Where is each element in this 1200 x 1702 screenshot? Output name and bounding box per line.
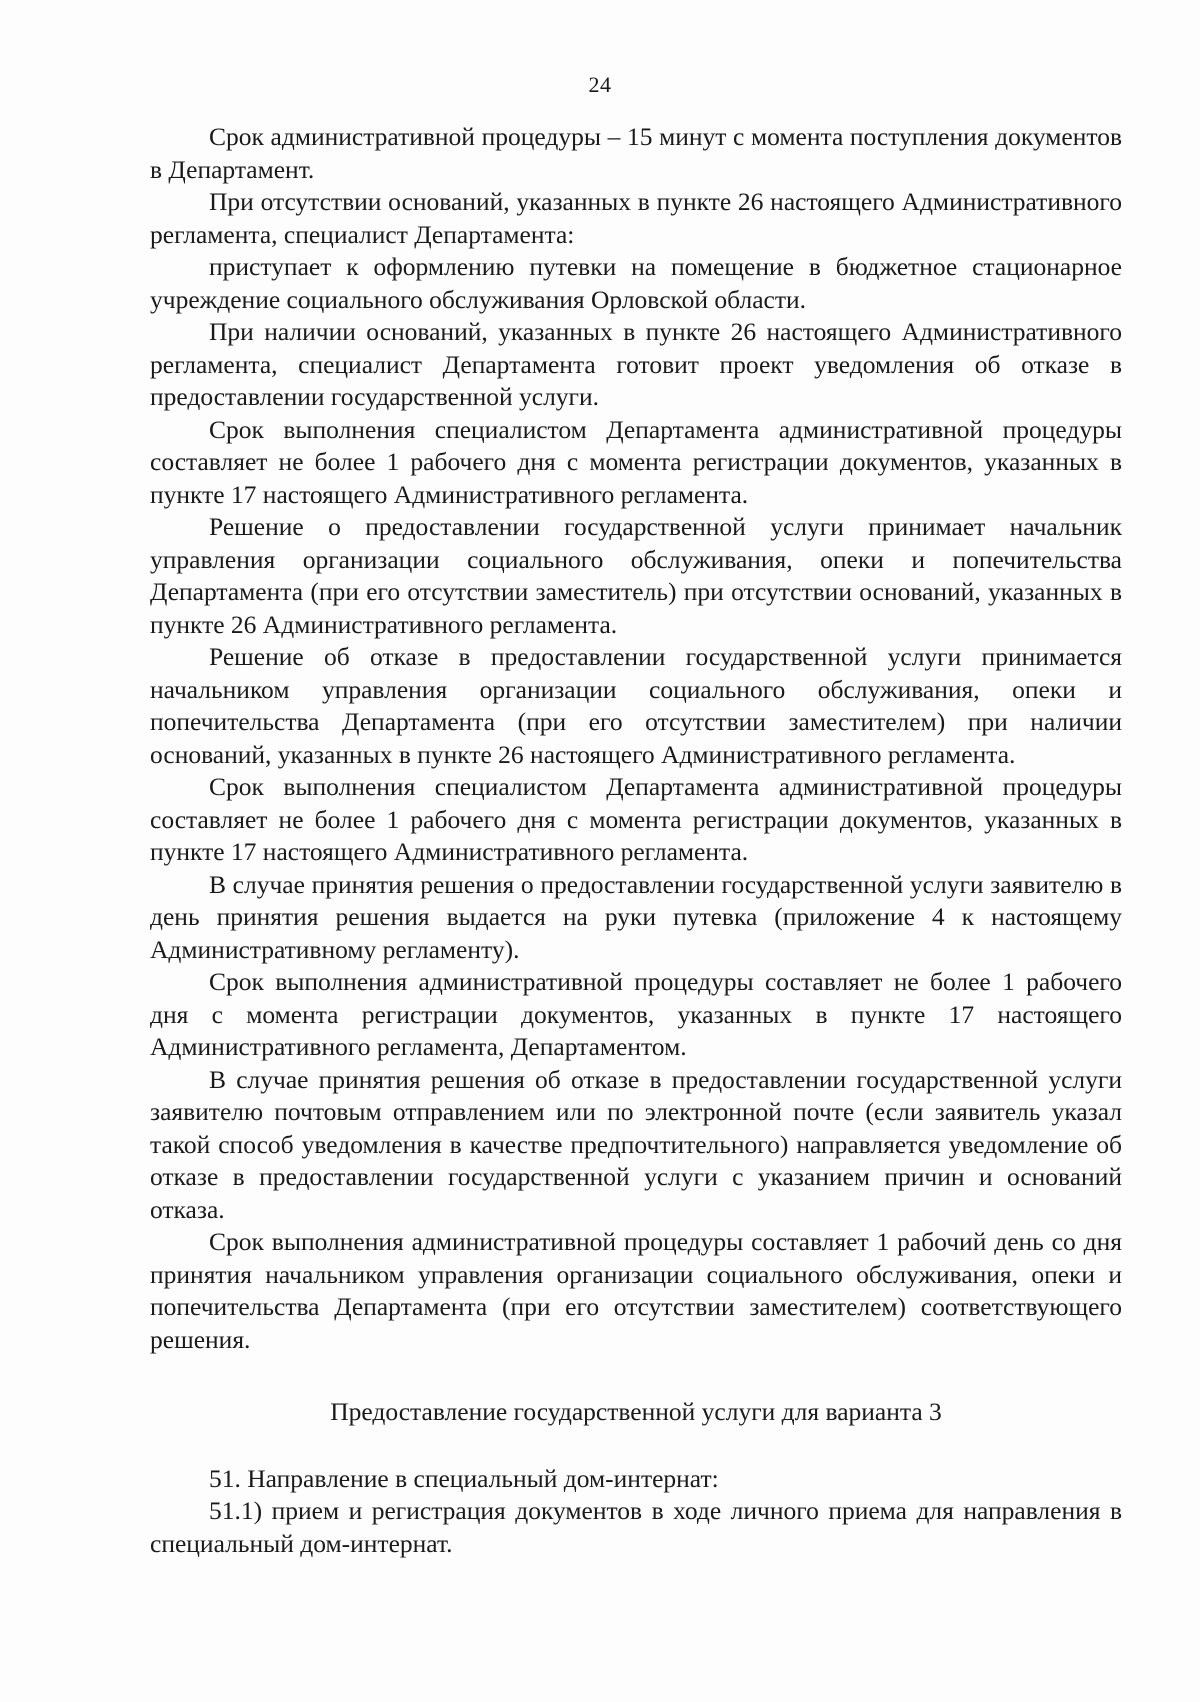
paragraph: приступает к оформлению путевки на помещение в бюджетное стационарное учреждение социального обслуживания Орловской области. bbox=[150, 252, 1122, 314]
paragraph: При наличии оснований, указанных в пункте 26 настоящего Административного регламента, специалист Департамента готовит проект уведомления об отказе в предоставлении государственной услуги. bbox=[150, 317, 1122, 411]
paragraph: Срок административной процедуры – 15 минут с момента поступления документов в Департамент. bbox=[150, 122, 1122, 184]
page-number: 24 bbox=[588, 72, 612, 97]
paragraph: При отсутствии оснований, указанных в пункте 26 настоящего Административного регламента, специалист Департамента: bbox=[150, 187, 1122, 249]
paragraph: 51.1) прием и регистрация документов в ходе личного приема для направления в специальный дом-интернат. bbox=[150, 1496, 1122, 1558]
paragraph: Срок выполнения специалистом Департамента административной процедуры составляет не более 1 рабочего дня с момента регистрации документов, указанных в пункте 17 настоящего Административного регламента. bbox=[150, 772, 1122, 866]
paragraph: 51. Направление в специальный дом-интернат: bbox=[209, 1463, 719, 1493]
paragraph: В случае принятия решения об отказе в предоставлении государственной услуги заявителю почтовым отправлением или по электронной почте (если заявитель указал такой способ уведомления в качестве предпочтительного) направляется уведомление об отказе в предоставлении государственной услуги с указанием причин и оснований отказа. bbox=[150, 1064, 1122, 1224]
paragraph: Срок выполнения специалистом Департамента административной процедуры составляет не более 1 рабочего дня с момента регистрации документов, указанных в пункте 17 настоящего Административного регламента. bbox=[150, 414, 1122, 509]
paragraph: Решение о предоставлении государственной услуги принимает начальник управления организации социального обслуживания, опеки и попечительства Департамента (при его отсутствии заместитель) при отсутствии оснований, указанных в пункте 26 Административного регламента. bbox=[150, 512, 1122, 639]
paragraph: Решение об отказе в предоставлении государственной услуги принимается начальником управления организации социального обслуживания, опеки и попечительства Департамента (при его отсутствии заместителем) при наличии оснований, указанных в пункте 26 настоящего Административного регламента. bbox=[150, 642, 1122, 769]
document-body bbox=[150, 121, 1122, 1560]
paragraph: Срок выполнения административной процедуры составляет не более 1 рабочего дня с момента регистрации документов, указанных в пункте 17 настоящего Административного регламента, Департаментом. bbox=[150, 967, 1122, 1061]
section-heading: Предоставление государственной услуги для варианта 3 bbox=[330, 1397, 942, 1426]
paragraph: Срок выполнения административной процедуры составляет 1 рабочий день со дня принятия начальником управления организации социального обслуживания, опеки и попечительства Департамента (при его отсутствии заместителем) соответствующего решения. bbox=[150, 1227, 1122, 1354]
paragraph: В случае принятия решения о предоставлении государственной услуги заявителю в день принятия решения выдается на руки путевка (приложение 4 к настоящему Административному регламенту). bbox=[150, 869, 1122, 964]
